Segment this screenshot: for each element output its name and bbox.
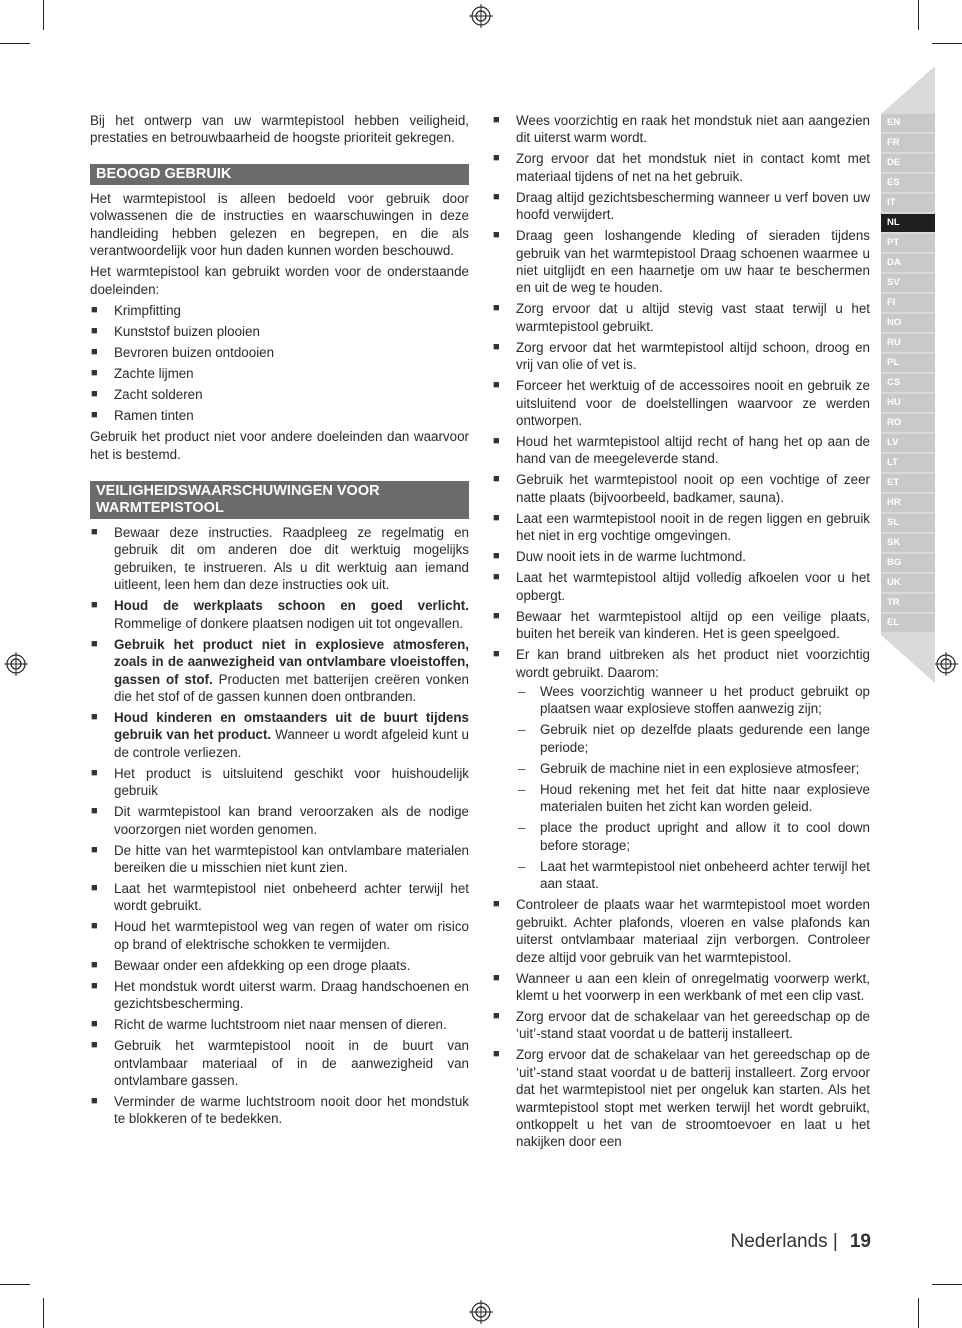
list-item: ■ Controleer de plaats waar het warmtepistool moet worden gebruikt. Achter plafonds, vloeren en valse plafonds kan uiterst ontvlambaar materiaal zijn verborgen. Controleer deze altijd voor gebruik van het warmtepistool. — [493, 897, 870, 965]
page-footer — [730, 1231, 871, 1253]
safety-list — [90, 524, 469, 1128]
list-item: ■ Gebruik het warmtepistool nooit in de buurt van ontvlambaar materiaal of in de aanwezigheid van ontvlambare gassen. — [91, 1038, 469, 1088]
crop-mark — [43, 0, 44, 30]
language-tab-hu: HU — [881, 394, 935, 412]
list-item: ■ Zorg ervoor dat de schakelaar van het gereedschap op de ‘uit’-stand staat voordat u de batterij installeert. Zorg ervoor dat het warmtepistool niet per ongeluk kan starten. Als het warmtepistool stopt met werken terwijl het wordt gebruikt, ontkoppelt u het van de stroomtoevoer en laat u het nakijken door een — [493, 1047, 870, 1150]
footer-language: Nederlands | — [730, 1231, 838, 1252]
language-tab-el: EL — [881, 614, 935, 632]
list-item: ■ Zorg ervoor dat het warmtepistool altijd schoon, droog en vrij van olie of vet is. — [493, 339, 870, 373]
language-tab-it: IT — [881, 194, 935, 212]
list-item: ■ Gebruik het warmtepistool nooit op een vochtige of zeer natte plaats (bijvoorbeeld, badkamer, sauna). — [493, 472, 870, 505]
safety-list-continued — [492, 112, 870, 1151]
list-item: ■ Richt de warme luchtstroom niet naar mensen of dieren. — [91, 1017, 447, 1033]
language-tab-fr: FR — [881, 134, 935, 152]
language-tab-tr: TR — [881, 594, 935, 612]
list-item: ■ Verminder de warme luchtstroom nooit door het mondstuk te blokkeren of te bedekken. — [91, 1093, 469, 1127]
sub-list-item: – Gebruik de machine niet in een explosieve atmosfeer; — [518, 760, 860, 776]
language-tab-da: DA — [881, 254, 935, 272]
language-tab-en: EN — [881, 114, 935, 132]
section-heading-safety-warnings: VEILIGHEIDSWAARSCHUWINGEN VOOR WARMTEPISTOOL — [90, 481, 469, 519]
sub-list-item: – Wees voorzichtig wanneer u het product gebruikt op plaatsen waar explosieve stoffen aanwezig zijn; — [518, 683, 870, 717]
sub-list-item: – Houd rekening met het feit dat hitte naar explosieve materialen buiten het zicht kan worden geleid. — [518, 781, 870, 815]
list-item: ■ Ramen tinten — [91, 408, 194, 424]
section-heading-intended-use: BEOOGD GEBRUIK — [90, 164, 469, 185]
language-tab-fi: FI — [881, 294, 935, 312]
sub-list — [516, 683, 870, 892]
language-tab-lt: LT — [881, 454, 935, 472]
left-column — [90, 112, 469, 1131]
sub-list-item: – Gebruik niet op dezelfde plaats gedurende een lange periode; — [518, 722, 870, 755]
list-item: ■ Er kan brand uitbreken als het product niet voorzichtig wordt gebruikt. Daarom: – Wees voorzichtig wanneer u het product gebruikt op plaatsen waar explosieve stoffen aanwezig zijn; – Gebruik niet op dezelfde plaats gedurende een lange periode; – Gebruik de machine niet in een explosieve atmosfeer; – Houd rekening met het feit dat hitte naar explosieve materialen buiten het zicht kan worden geleid. – place the product upright and allow it to cool down before storage; – Laat het warmtepistool niet onbeheerd achter terwijl het aan staat. — [493, 647, 870, 891]
crop-mark — [932, 1284, 962, 1285]
crop-mark — [43, 1298, 44, 1328]
list-item: ■ Bewaar deze instructies. Raadpleeg ze regelmatig en gebruik dit om anderen doe dit werktuig mogelijks gebruiken, te instrueren. Als u dit werktuig aan iemand uitleent, leen hem dan deze instructies ook uit. — [91, 525, 469, 593]
language-tab-hr: HR — [881, 494, 935, 512]
list-item: ■ Zachte lijmen — [91, 366, 194, 382]
crop-mark — [0, 1284, 30, 1285]
list-item: ■ Het mondstuk wordt uiterst warm. Draag handschoenen en gezichtsbescherming. — [91, 978, 469, 1012]
list-item: ■ Wanneer u aan een klein of onregelmatig voorwerp werkt, klemt u het voorwerp in een werkbank of met een clip vast. — [493, 970, 870, 1003]
registration-mark-icon — [934, 652, 958, 676]
list-item: ■ Houd het warmtepistool weg van regen of water om risico op brand of elektrische schokken te vermijden. — [91, 919, 469, 952]
language-tab-cs: CS — [881, 374, 935, 392]
sub-list-item: – place the product upright and allow it to cool down before storage; — [518, 820, 870, 853]
list-item: ■ Zorg ervoor dat het mondstuk niet in contact komt met materiaal tijdens of net na het gebruik. — [493, 151, 870, 184]
list-item: ■ Gebruik het product niet in explosieve atmosferen, zoals in de aanwezigheid van ontvlambare vloeistoffen, gassen of stof. Producten met batterijen creëren vonken die het stof of de gassen kunnen doen ontbranden. — [91, 636, 469, 704]
uses-intro-paragraph: Het warmtepistool kan gebruikt worden voor de onderstaande doeleinden: — [90, 264, 469, 297]
list-item: ■ Houd het warmtepistool altijd recht of hang het op aan de hand van de meegeleverde stand. — [493, 434, 870, 467]
language-tab-no: NO — [881, 314, 935, 332]
list-item: ■ Bewaar onder een afdekking op een droge plaats. — [91, 957, 411, 973]
intended-use-paragraph: Het warmtepistool is alleen bedoeld voor gebruik door volwassenen die de instructies en waarschuwingen in deze handleiding hebben gelezen en begrepen, en die als verantwoordelijk voor hun daden kunnen worden beschouwd. — [90, 190, 469, 259]
language-tab-bg: BG — [881, 554, 935, 572]
list-item: ■ Zorg ervoor dat de schakelaar van het gereedschap op de ‘uit’-stand staat voordat u de batterij installeert. — [493, 1008, 870, 1042]
registration-mark-icon — [469, 4, 493, 28]
language-tab-de: DE — [881, 154, 935, 172]
language-tab-sl: SL — [881, 514, 935, 532]
list-item: ■ Laat het warmtepistool niet onbeheerd achter terwijl het wordt gebruikt. — [91, 880, 469, 914]
registration-mark-icon — [469, 1300, 493, 1324]
crop-mark — [932, 43, 962, 44]
list-item: ■ Draag altijd gezichtsbescherming wanneer u verf boven uw hoofd verwijdert. — [493, 189, 870, 223]
language-tab-lv: LV — [881, 434, 935, 452]
list-item: ■ Laat een warmtepistool nooit in de regen liggen en gebruik het niet in erg vochtige omgevingen. — [493, 510, 870, 544]
language-tab-pt: PT — [881, 234, 935, 252]
language-tab-et: ET — [881, 474, 935, 492]
language-tab-sv: SV — [881, 274, 935, 292]
list-item: ■ Zacht solderen — [91, 387, 203, 403]
language-tab-sk: SK — [881, 534, 935, 552]
language-tab-pl: PL — [881, 354, 935, 372]
sub-list-item: – Laat het warmtepistool niet onbeheerd achter terwijl het aan staat. — [518, 858, 870, 891]
list-item: ■ Duw nooit iets in de warme luchtmond. — [493, 549, 746, 565]
intro-paragraph: Bij het ontwerp van uw warmtepistool hebben veiligheid, prestaties en betrouwbaarheid de hoogste prioriteit gekregen. — [90, 113, 469, 146]
list-item: ■ Wees voorzichtig en raak het mondstuk niet aan aangezien dit uiterst warm wordt. — [493, 113, 870, 146]
list-item: ■ Bevroren buizen ontdooien — [91, 345, 275, 361]
language-tabs — [881, 114, 935, 634]
list-item: ■ De hitte van het warmtepistool kan ontvlambare materialen bereiken die u misschien niet kunt zien. — [91, 842, 469, 875]
list-item: ■ Het product is uitsluitend geschikt voor huishoudelijk gebruik — [91, 765, 469, 799]
language-tab-ro: RO — [881, 414, 935, 432]
list-item: ■ Bewaar het warmtepistool altijd op een veilige plaats, buiten het bereik van kinderen. Het is geen speelgoed. — [493, 608, 870, 642]
right-column — [492, 112, 870, 1154]
uses-list — [90, 302, 469, 424]
list-item: ■ Zorg ervoor dat u altijd stevig vast staat terwijl u het warmtepistool gebruikt. — [493, 301, 870, 334]
crop-mark — [918, 0, 919, 30]
list-item: ■ Laat het warmtepistool altijd volledig afkoelen voor u het opbergt. — [493, 570, 870, 603]
language-tab-ru: RU — [881, 334, 935, 352]
page-number: 19 — [849, 1231, 871, 1252]
language-tab-uk: UK — [881, 574, 935, 592]
list-item: ■ Draag geen loshangende kleding of sieraden tijdens gebruik van het warmtepistool Draag schoenen waarmee u niet uitglijdt en een haarnetje om uw haar te beschermen en uit de weg te houden. — [493, 228, 870, 296]
crop-mark — [918, 1298, 919, 1328]
language-tab-nl: NL — [881, 214, 935, 232]
language-tab-es: ES — [881, 174, 935, 192]
crop-mark — [0, 43, 30, 44]
list-item: ■ Forceer het werktuig of de accessoires nooit en gebruik ze uitsluitend voor de doelstellingen waarvoor ze werden ontworpen. — [493, 378, 870, 429]
list-item: ■ Krimpfitting — [91, 303, 181, 319]
registration-mark-icon — [4, 652, 28, 676]
list-item: ■ Kunststof buizen plooien — [91, 324, 260, 340]
other-use-paragraph: Gebruik het product niet voor andere doeleinden dan waarvoor het is bestemd. — [90, 429, 469, 462]
list-item: ■ Houd kinderen en omstaanders uit de buurt tijdens gebruik van het product. Wanneer u wordt afgeleid kunt u de controle verliezen. — [91, 709, 469, 760]
list-item: ■ Dit warmtepistool kan brand veroorzaken als de nodige voorzorgen niet worden genomen. — [91, 804, 469, 837]
list-item: ■ Houd de werkplaats schoon en goed verlicht. Rommelige of donkere plaatsen nodigen uit tot ongevallen. — [91, 598, 469, 631]
